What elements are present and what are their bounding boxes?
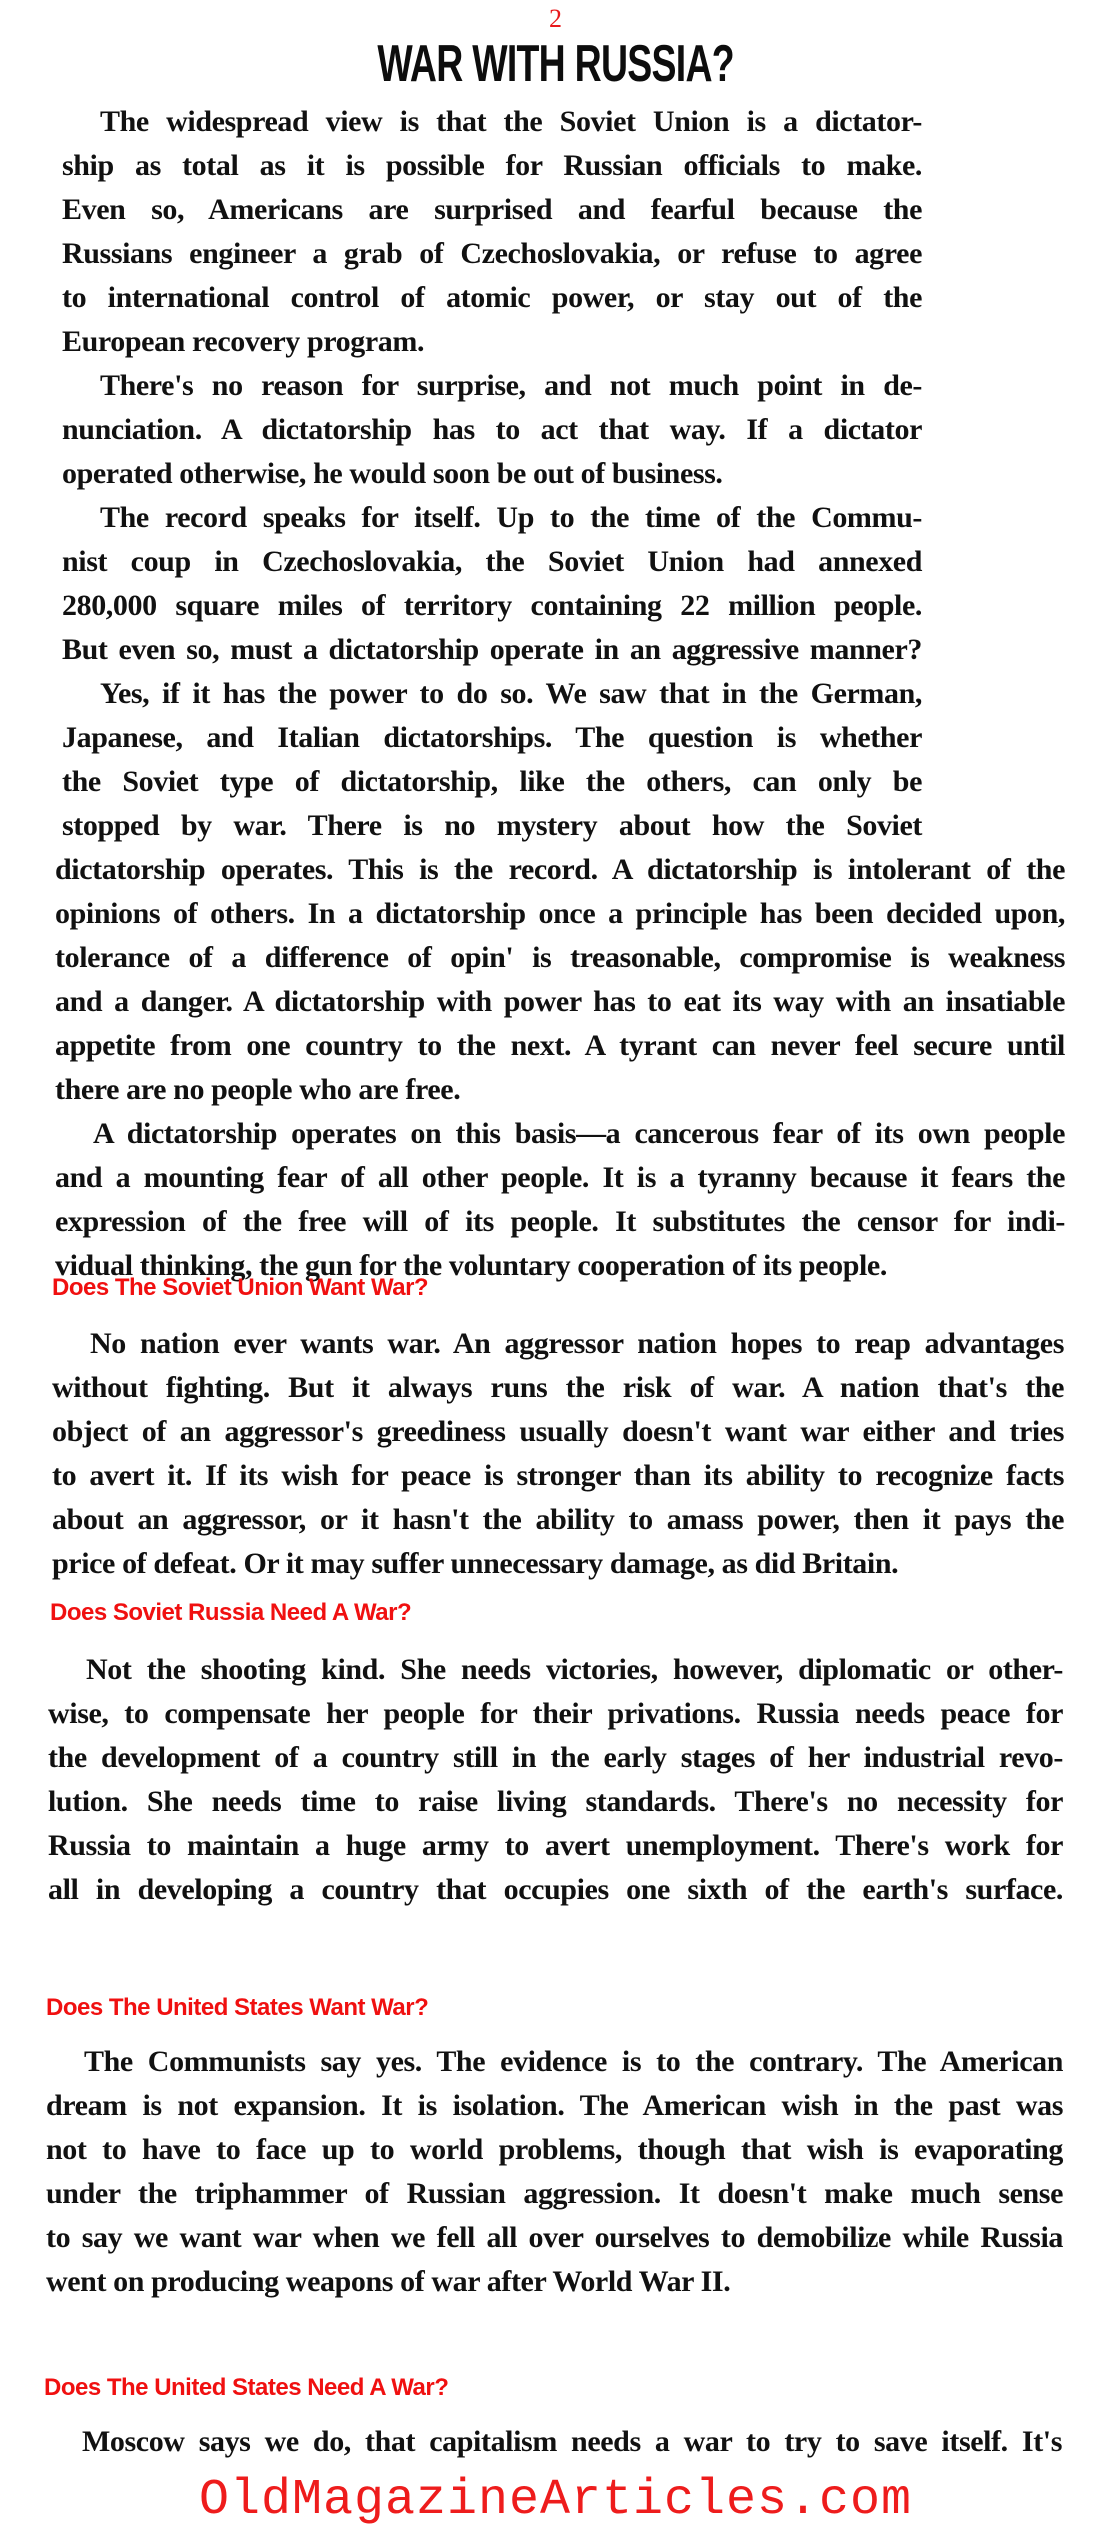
text-line: to avert it. If its wish for peace is stronger than its ability to recognize facts	[52, 1459, 1064, 1492]
text-line: and a danger. A dictatorship with power has to eat its way with an insatiable	[55, 985, 1065, 1018]
text-line: operated otherwise, he would soon be out of business.	[62, 457, 723, 490]
text-line: The widespread view is that the Soviet Union is a dictator-	[100, 105, 922, 138]
text-line: Even so, Americans are surprised and fearful because the	[62, 193, 922, 226]
text-line: about an aggressor, or it hasn't the ability to amass power, then it pays the	[52, 1503, 1064, 1536]
text-line: under the triphammer of Russian aggression. It doesn't make much sense	[46, 2177, 1063, 2210]
text-line: There's no reason for surprise, and not much point in de-	[100, 369, 922, 402]
text-line: wise, to compensate her people for their privations. Russia needs peace for	[48, 1697, 1063, 1730]
text-line: dream is not expansion. It is isolation. The American wish in the past was	[46, 2089, 1063, 2122]
text-line: nunciation. A dictatorship has to act that way. If a dictator	[62, 413, 922, 446]
text-line: and a mounting fear of all other people. It is a tyranny because it fears the	[55, 1161, 1065, 1194]
intro-p5	[55, 1112, 1065, 1288]
text-line: The Communists say yes. The evidence is to the contrary. The American	[84, 2045, 1063, 2078]
text-line: not to have to face up to world problems, though that wish is evaporating	[46, 2133, 1063, 2166]
text-line: to international control of atomic power, or stay out of the	[62, 281, 922, 314]
text-line: dictatorship operates. This is the record. A dictatorship is intolerant of the	[55, 853, 1065, 886]
text-line: there are no people who are free.	[55, 1073, 461, 1106]
section-heading: Does The United States Need A War?	[44, 2374, 449, 2401]
text-line: the Soviet type of dictatorship, like the others, can only be	[62, 765, 922, 798]
text-line: nist coup in Czechoslovakia, the Soviet Union had annexed	[62, 545, 922, 578]
text-line: without fighting. But it always runs the risk of war. A nation that's the	[52, 1371, 1064, 1404]
section-heading: Does The Soviet Union Want War?	[52, 1274, 429, 1301]
text-line: price of defeat. Or it may suffer unnecessary damage, as did Britain.	[52, 1547, 899, 1580]
section-body	[48, 1648, 1063, 1912]
text-line: lution. She needs time to raise living standards. There's no necessity for	[48, 1785, 1063, 1818]
text-line: to say we want war when we fell all over ourselves to demobilize while Russia	[46, 2221, 1063, 2254]
section-heading: Does The United States Want War?	[46, 1994, 429, 2021]
article-title: WAR WITH RUSSIA?	[377, 35, 734, 93]
text-line: vidual thinking, the gun for the voluntary cooperation of its people.	[55, 1249, 887, 1282]
text-line: European recovery program.	[62, 325, 425, 358]
text-line: went on producing weapons of war after World War II.	[46, 2265, 731, 2298]
text-line: the development of a country still in the early stages of her industrial revo-	[48, 1741, 1063, 1774]
text-line: tolerance of a difference of opin' is treasonable, compromise is weakness	[55, 941, 1065, 974]
section-body	[46, 2040, 1063, 2304]
intro-p2	[62, 364, 922, 496]
text-line: appetite from one country to the next. A tyrant can never feel secure until	[55, 1029, 1065, 1062]
text-line: Russians engineer a grab of Czechoslovakia, or refuse to agree	[62, 237, 922, 270]
intro-p1	[62, 100, 922, 364]
text-line: Japanese, and Italian dictatorships. The question is whether	[62, 721, 922, 754]
text-line: stopped by war. There is no mystery about how the Soviet	[62, 809, 922, 842]
text-line: No nation ever wants war. An aggressor nation hopes to reap advantages	[90, 1327, 1064, 1360]
text-line: expression of the free will of its people. It substitutes the censor for indi-	[55, 1205, 1065, 1238]
page-number: 2	[549, 4, 562, 33]
watermark: OldMagazineArticles.com	[198, 2472, 913, 2529]
text-line: object of an aggressor's greediness usually doesn't want war either and tries	[52, 1415, 1064, 1448]
text-line: But even so, must a dictatorship operate in an aggressive manner?	[62, 633, 922, 666]
intro-p3	[62, 496, 922, 672]
text-line: Moscow says we do, that capitalism needs a war to try to save itself. It's	[82, 2425, 1062, 2458]
text-line: opinions of others. In a dictatorship once a principle has been decided upon,	[55, 897, 1065, 930]
text-line: 280,000 square miles of territory containing 22 million people.	[62, 589, 922, 622]
text-line: A dictatorship operates on this basis—a cancerous fear of its own people	[93, 1117, 1065, 1150]
intro-p4b	[55, 848, 1065, 1112]
text-line: Not the shooting kind. She needs victories, however, diplomatic or other-	[86, 1653, 1063, 1686]
section-body	[44, 2420, 1062, 2464]
text-line: Russia to maintain a huge army to avert unemployment. There's work for	[48, 1829, 1063, 1862]
intro-p4a	[62, 672, 922, 848]
text-line: Yes, if it has the power to do so. We saw that in the German,	[100, 677, 922, 710]
text-line: all in developing a country that occupies one sixth of the earth's surface.	[48, 1873, 1063, 1906]
text-line: ship as total as it is possible for Russian officials to make.	[62, 149, 922, 182]
section-heading: Does Soviet Russia Need A War?	[50, 1599, 412, 1626]
section-body	[52, 1322, 1064, 1586]
text-line: The record speaks for itself. Up to the time of the Commu-	[100, 501, 922, 534]
